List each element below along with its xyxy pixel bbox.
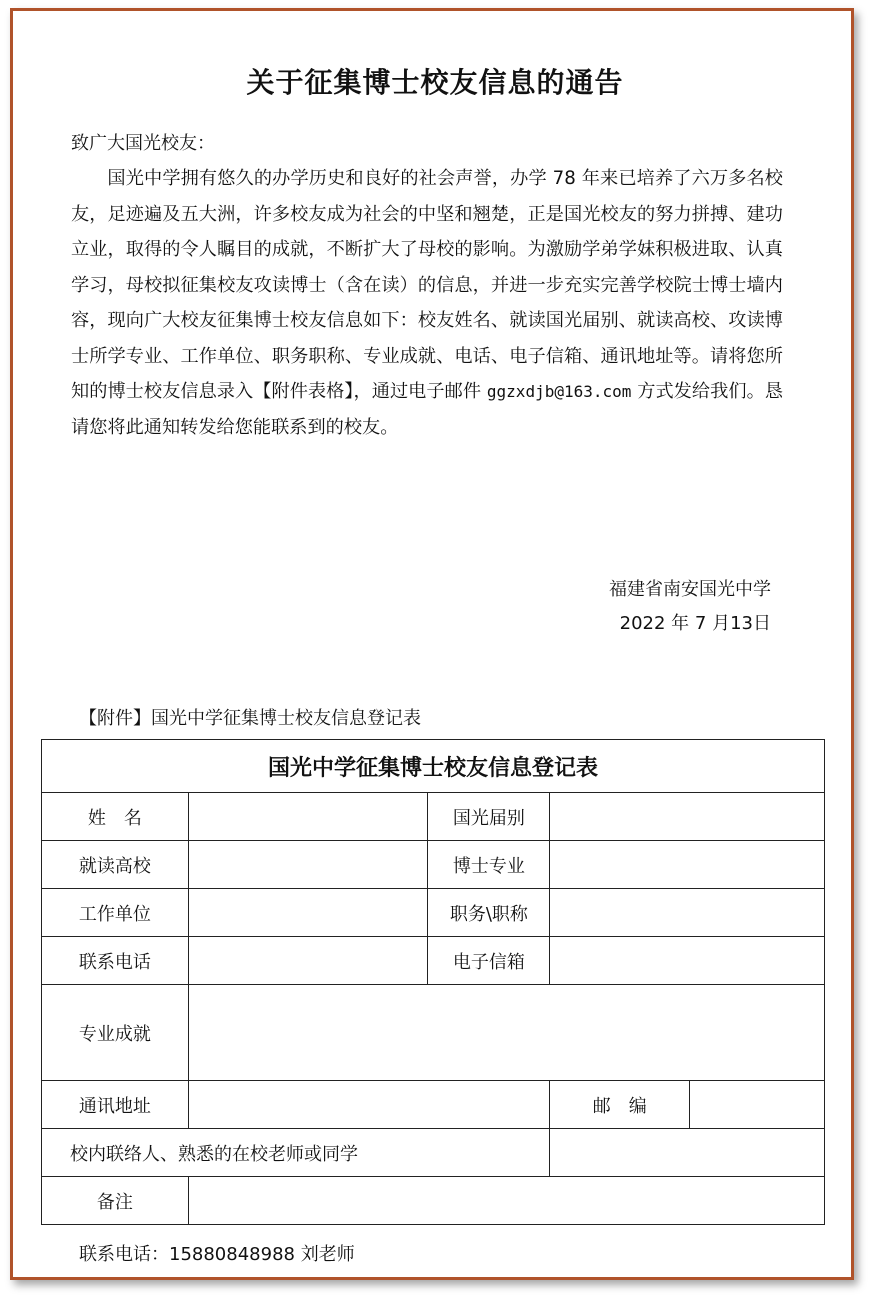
label-employer: 工作单位 — [42, 889, 189, 937]
label-email: 电子信箱 — [428, 937, 550, 985]
form-title: 国光中学征集博士校友信息登记表 — [42, 740, 825, 793]
field-phone[interactable] — [188, 937, 428, 985]
label-name: 姓 名 — [42, 793, 189, 841]
notice-body — [71, 161, 783, 445]
email-address: ggzxdjb@163.com — [486, 382, 632, 401]
label-university: 就读高校 — [42, 841, 189, 889]
label-phone: 联系电话 — [42, 937, 189, 985]
field-address[interactable] — [188, 1081, 549, 1129]
label-achievements: 专业成就 — [42, 985, 189, 1081]
body-part-2: 方式发给我们。恳请您将此通知转发给您能联系到的校友。 — [71, 381, 783, 438]
label-class-year: 国光届别 — [428, 793, 550, 841]
signature-org: 福建省南安国光中学 — [609, 579, 771, 600]
field-name[interactable] — [188, 793, 428, 841]
field-class-year[interactable] — [550, 793, 825, 841]
notice-title: 关于征集博士校友信息的通告 — [246, 66, 624, 99]
field-position[interactable] — [550, 889, 825, 937]
field-phd-major[interactable] — [550, 841, 825, 889]
label-phd-major: 博士专业 — [428, 841, 550, 889]
body-part-1: 国光中学拥有悠久的办学历史和良好的社会声誉，办学 78 年来已培养了六万多名校友，足迹遍及五大洲，许多校友成为社会的中坚和翘楚，正是国光校友的努力拼搏、建功立业，取得的令人瞩目的成就，不断扩大了母校的影响。为激励学弟学妹积极进取、认真学习，母校拟征集校友攻读博士（含在读）的信息，并进一步充实完善学校院士博士墙内容，现向广大校友征集博士校友信息如下：校友姓名、就读国光届别、就读高校、攻读博士所学专业、工作单位、职务职称、专业成就、电话、电子信箱、通讯地址等。请将您所知的博士校友信息录入【附件表格】，通过电子邮件 — [71, 168, 783, 402]
greeting: 致广大国光校友： — [71, 133, 215, 154]
label-address: 通讯地址 — [42, 1081, 189, 1129]
field-employer[interactable] — [188, 889, 428, 937]
label-postcode: 邮 编 — [550, 1081, 690, 1129]
label-school-contact: 校内联络人、熟悉的在校老师或同学 — [42, 1129, 550, 1177]
attachment-caption: 【附件】国光中学征集博士校友信息登记表 — [79, 708, 421, 729]
signature-date: 2022 年 7 月13日 — [619, 613, 771, 634]
field-university[interactable] — [188, 841, 428, 889]
label-remarks: 备注 — [42, 1177, 189, 1225]
field-postcode[interactable] — [690, 1081, 825, 1129]
field-email[interactable] — [550, 937, 825, 985]
registration-form — [41, 739, 825, 1225]
label-position: 职务\职称 — [428, 889, 550, 937]
document-frame — [10, 8, 854, 1280]
field-school-contact[interactable] — [550, 1129, 825, 1177]
contact-phone: 联系电话：15880848988 刘老师 — [79, 1244, 355, 1265]
field-remarks[interactable] — [188, 1177, 824, 1225]
signature — [609, 573, 771, 641]
field-achievements[interactable] — [188, 985, 824, 1081]
